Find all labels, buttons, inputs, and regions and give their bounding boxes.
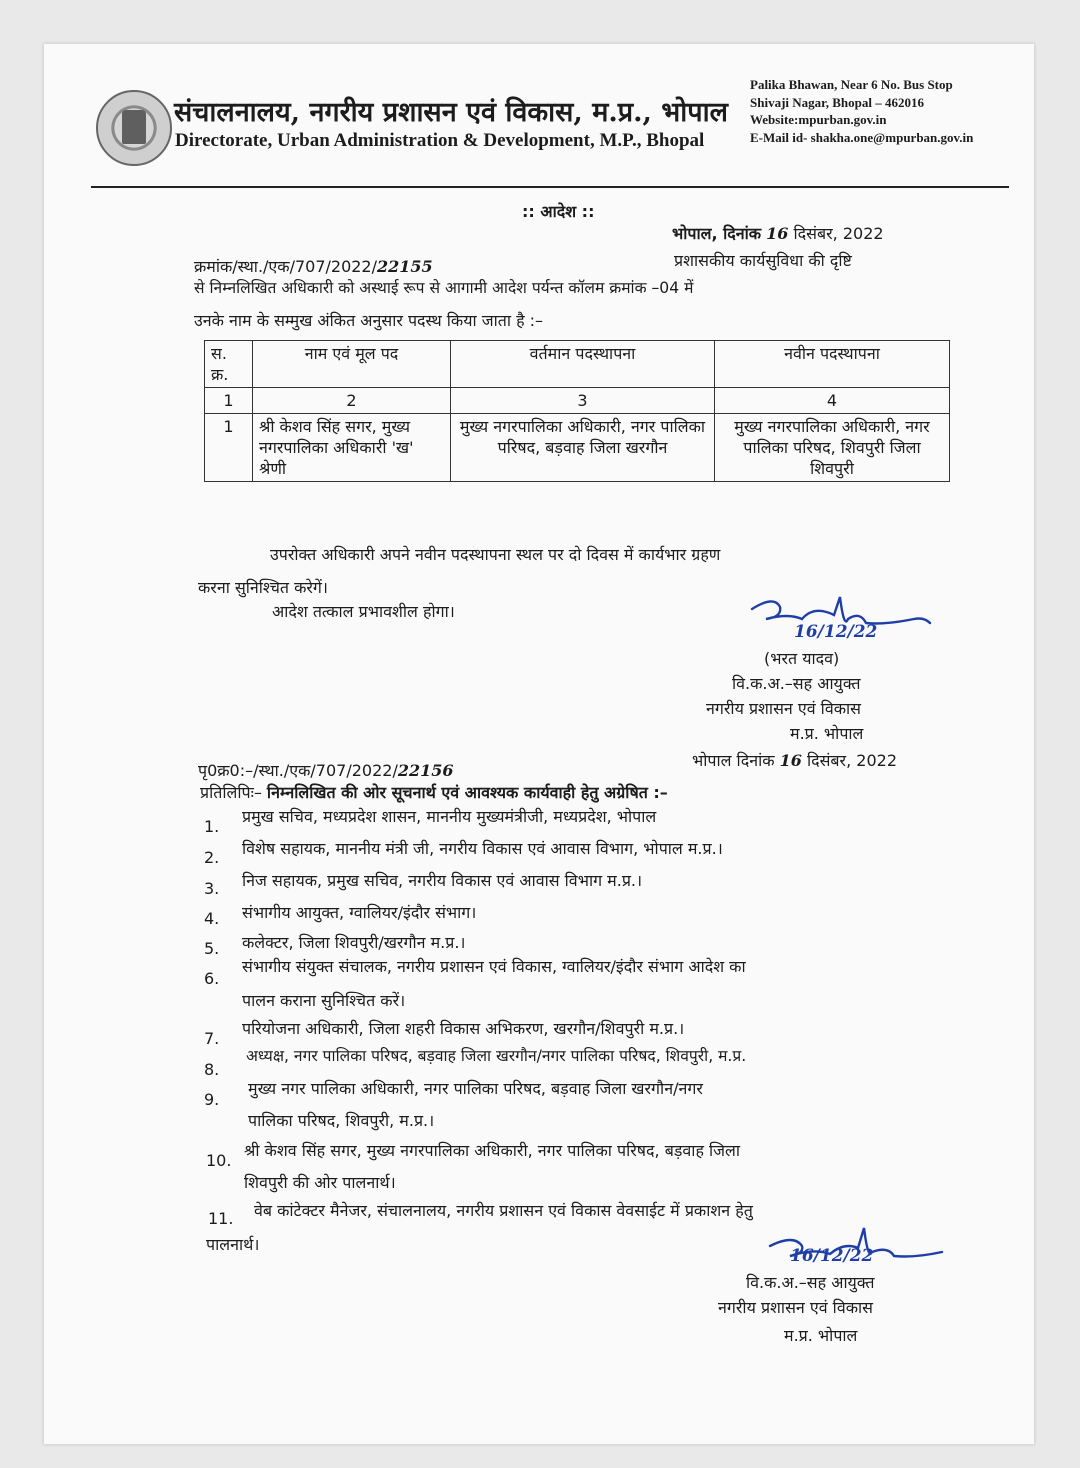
intro-line-2: से निम्नलिखित अधिकारी को अस्थाई रूप से आगामी आदेश पर्यन्त कॉलम क्रमांक –04 में <box>194 279 694 297</box>
posting-table <box>204 340 950 482</box>
cell-current-posting: मुख्य नगरपालिका अधिकारी, नगर पालिका परिषद, बड़वाह जिला खरगौन <box>451 414 715 482</box>
copy-to-heading: प्रतिलिपिः– निम्नलिखित की ओर सूचनार्थ एवं आवश्यक कार्यवाही हेतु अग्रेषित :– <box>200 783 668 802</box>
list-item-continued: शिवपुरी की ओर पालनार्थ। <box>244 1173 396 1192</box>
list-item-continued: पालनार्थ। <box>206 1235 260 1254</box>
list-item: संभागीय आयुक्त, ग्वालियर/इंदौर संभाग। <box>242 903 477 922</box>
handwritten-day: 16 <box>779 751 802 770</box>
signatory-designation: वि.क.अ.–सह आयुक्त <box>732 674 861 693</box>
website-line: Website:mpurban.gov.in <box>750 112 887 127</box>
letterhead-address <box>750 76 973 146</box>
list-item: प्रमुख सचिव, मध्यप्रदेश शासन, माननीय मुख्यमंत्रीजी, मध्यप्रदेश, भोपाल <box>242 807 657 826</box>
list-item: संभागीय संयुक्त संचालक, नगरीय प्रशासन एवं विकास, ग्वालियर/इंदौर संभाग आदेश का <box>242 957 746 976</box>
handwritten-ref-number: 22156 <box>397 761 454 780</box>
paragraph-2: आदेश तत्काल प्रभावशील होगा। <box>272 602 455 621</box>
list-item: मुख्य नगर पालिका अधिकारी, नगर पालिका परिषद, बड़वाह जिला खरगौन/नगर <box>248 1079 703 1098</box>
email-line: E-Mail id- shakha.one@mpurban.gov.in <box>750 129 974 145</box>
header-divider <box>91 186 1009 188</box>
column-number: 1 <box>205 388 253 414</box>
list-item: श्री केशव सिंह सगर, मुख्य नगरपालिका अधिकारी, नगर पालिका परिषद, बड़वाह जिला <box>244 1141 741 1160</box>
list-item: वेब कांटेक्टर मैनेजर, संचालनालय, नगरीय प्रशासन एवं विकास वेवसाईट में प्रकाशन हेतु <box>254 1201 753 1220</box>
handwritten-ref-number: 22155 <box>377 257 433 276</box>
table-row <box>205 414 950 482</box>
column-number: 4 <box>715 388 950 414</box>
paragraph-1-line-1: उपरोक्त अधिकारी अपने नवीन पदस्थापना स्थल पर दो दिवस में कार्यभार ग्रहण <box>270 545 721 564</box>
column-number: 3 <box>451 388 715 414</box>
signatory-name: (भरत यादव) <box>764 649 840 668</box>
letterhead-title-english: Directorate, Urban Administration & Development, M.P., Bhopal <box>175 130 705 151</box>
list-item-number: 10. <box>206 1151 232 1170</box>
address-line: Shivaji Nagar, Bhopal – 462016 <box>750 94 924 110</box>
document-page <box>44 44 1034 1444</box>
state-emblem-icon <box>96 90 172 166</box>
paragraph-1-line-2: करना सुनिश्चित करेगें। <box>198 578 328 597</box>
intro-line-1: प्रशासकीय कार्यसुविधा की दृष्टि <box>674 251 852 270</box>
list-item-continued: पालन कराना सुनिश्चित करें। <box>242 991 406 1010</box>
address-line: Palika Bhawan, Near 6 No. Bus Stop <box>750 77 953 92</box>
list-item: परियोजना अधिकारी, जिला शहरी विकास अभिकरण, खरगौन/शिवपुरी म.प्र.। <box>242 1019 685 1038</box>
list-item-number: 2. <box>204 848 220 867</box>
list-item-number: 8. <box>204 1060 220 1079</box>
list-item-number: 9. <box>204 1090 220 1109</box>
column-number: 2 <box>253 388 451 414</box>
column-header-name: नाम एवं मूल पद <box>253 341 451 388</box>
order-heading: :: आदेश :: <box>522 202 595 221</box>
list-item-number: 7. <box>204 1029 220 1048</box>
list-item-continued: पालिका परिषद, शिवपुरी, म.प्र.। <box>248 1111 435 1130</box>
endorsement-date: भोपाल दिनांक 16 दिसंबर, 2022 <box>692 751 897 770</box>
column-header-current-posting: वर्तमान पदस्थापना <box>451 341 715 388</box>
list-item: निज सहायक, प्रमुख सचिव, नगरीय विकास एवं आवास विभाग म.प्र.। <box>242 871 643 890</box>
cell-sno: 1 <box>205 414 253 482</box>
list-item: अध्यक्ष, नगर पालिका परिषद, बड़वाह जिला खरगौन/नगर पालिका परिषद, शिवपुरी, म.प्र. <box>246 1047 747 1065</box>
table-header-row <box>205 341 950 388</box>
signatory-designation: वि.क.अ.–सह आयुक्त <box>746 1273 875 1292</box>
signatory-place: म.प्र. भोपाल <box>790 724 864 743</box>
signature-2-date: 16/12/22 <box>790 1246 874 1266</box>
order-date: भोपाल, दिनांक 16 दिसंबर, 2022 <box>672 224 884 243</box>
letterhead-title-hindi: संचालनालय, नगरीय प्रशासन एवं विकास, म.प्र., भोपाल <box>174 97 728 128</box>
list-item-number: 6. <box>204 969 220 988</box>
signatory-department: नगरीय प्रशासन एवं विकास <box>706 699 861 718</box>
column-number-row <box>205 388 950 414</box>
intro-line-3: उनके नाम के सम्मुख अंकित अनुसार पदस्थ किया जाता है :– <box>194 311 544 330</box>
cell-new-posting: मुख्य नगरपालिका अधिकारी, नगर पालिका परिषद, शिवपुरी जिला शिवपुरी <box>715 414 950 482</box>
column-header-sno: स. क्र. <box>205 341 253 388</box>
list-item-number: 4. <box>204 909 220 928</box>
list-item-number: 5. <box>204 939 220 958</box>
signature-1-date: 16/12/22 <box>794 622 878 642</box>
cell-name: श्री केशव सिंह सगर, मुख्य नगरपालिका अधिकारी 'ख' श्रेणी <box>253 414 451 482</box>
signatory-place: म.प्र. भोपाल <box>784 1326 858 1345</box>
endorsement-reference: पृ0क्र0:–/स्था./एक/707/2022/22156 <box>198 761 454 780</box>
column-header-new-posting: नवीन पदस्थापना <box>715 341 950 388</box>
list-item: विशेष सहायक, माननीय मंत्री जी, नगरीय विकास एवं आवास विभाग, भोपाल म.प्र.। <box>242 839 723 858</box>
list-item-number: 1. <box>204 817 220 836</box>
order-reference: क्रमांक/स्था./एक/707/2022/22155 <box>194 257 433 276</box>
list-item: कलेक्टर, जिला शिवपुरी/खरगौन म.प्र.। <box>242 933 466 952</box>
signatory-department: नगरीय प्रशासन एवं विकास <box>718 1298 873 1317</box>
list-item-number: 11. <box>208 1209 234 1228</box>
handwritten-day: 16 <box>766 224 789 243</box>
list-item-number: 3. <box>204 879 220 898</box>
